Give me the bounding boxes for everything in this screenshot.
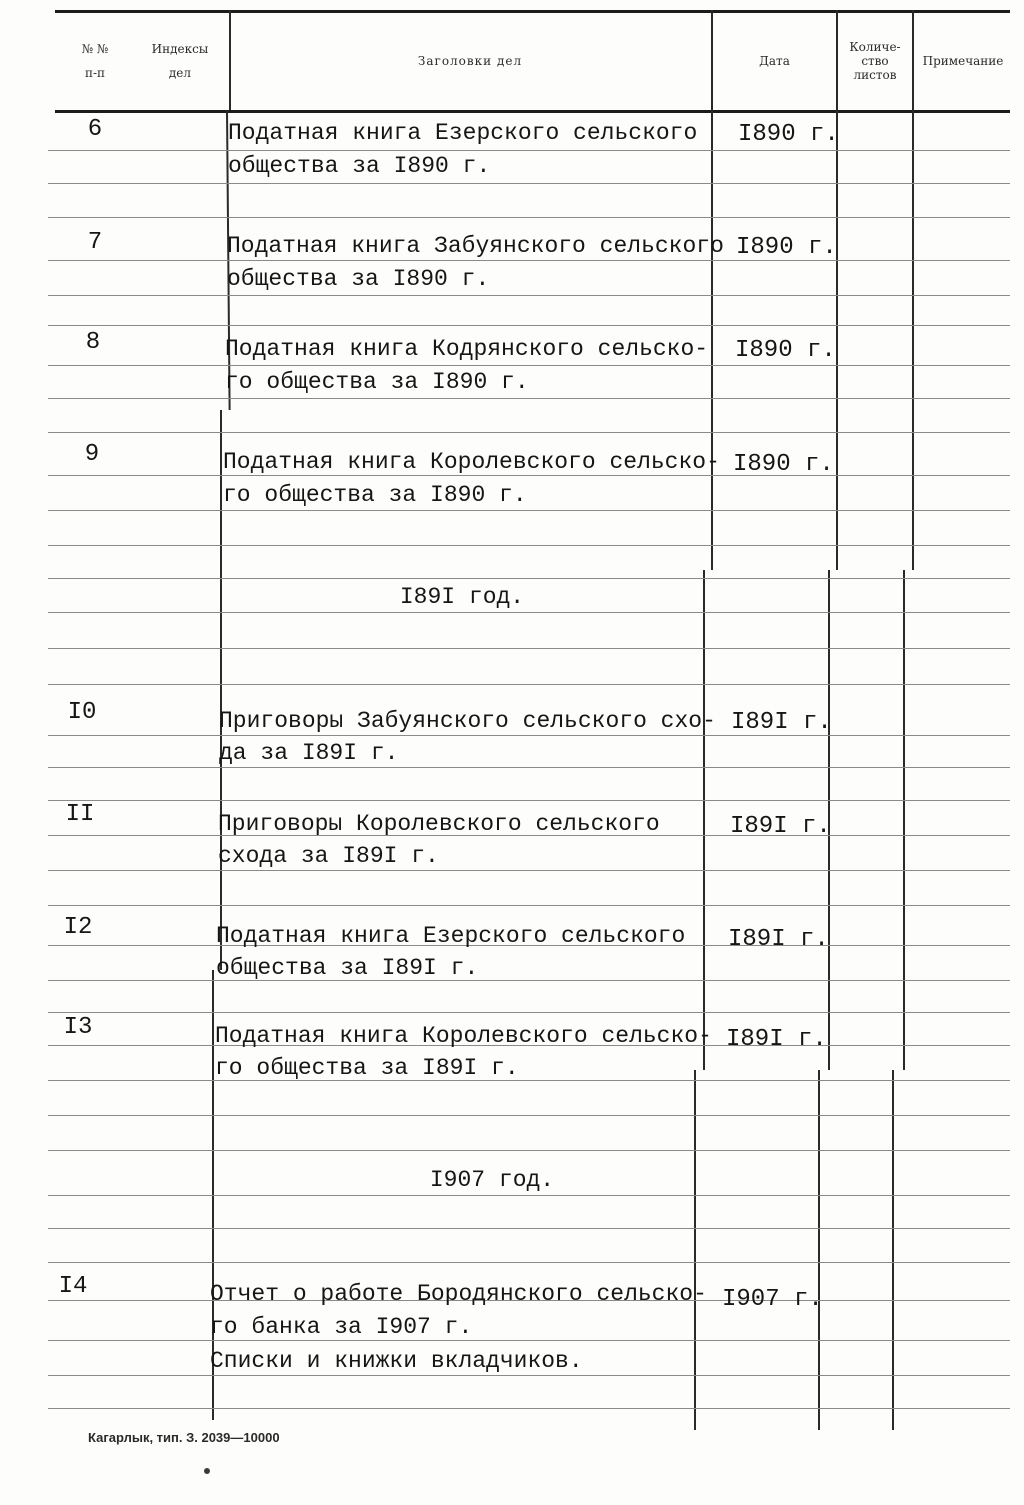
entry-date: I89I г. [730,813,831,840]
header-col-title [228,14,712,108]
entry-number: I4 [58,1273,88,1300]
entry-number: 6 [87,116,103,143]
entry-number: 7 [87,229,103,256]
entry-title-line: Податная книга Езерского сельского [216,923,686,949]
entry-title-line: Податная книга Кодрянского сельско- [225,336,709,362]
header-col-sheets-line1: Количе- [849,40,901,54]
entry-date: I907 г. [722,1286,823,1313]
entry-title-line: общества за I890 г. [228,153,491,179]
header-bottom-rule [55,110,1010,113]
header-col-number-line1: № № [81,42,109,56]
entry-number: 8 [85,329,101,356]
ruled-line [48,1262,1010,1263]
ruled-line [48,612,1010,613]
entry-title-line: Податная книга Забуянского сельского [227,233,724,259]
entry-title-line: го общества за I890 г. [225,369,529,395]
ruled-line [48,325,1010,326]
entry-date: I89I г. [728,926,829,953]
ruled-line [48,767,1010,768]
ruled-line [48,1228,1010,1229]
header-col-sheets-line2: ство [861,54,889,68]
column-rule-note-2 [903,570,905,1070]
header-col-number [55,14,135,108]
entry-title-line: го общества за I89I г. [215,1055,519,1081]
entry-title-line: да за I89I г. [219,740,399,766]
entry-date: I89I г. [731,709,832,736]
header-col-index [135,14,225,108]
ruled-line [48,1195,1010,1196]
ruled-line [48,398,1010,399]
entry-title-line: го общества за I890 г. [223,482,527,508]
header-col-date [713,14,836,108]
header-col-note [913,14,1013,108]
year-heading: I89I год. [399,584,525,610]
ruled-line [48,150,1010,151]
header-col-index-line1: Индексы [151,42,209,56]
column-rule-date-1 [711,10,713,570]
column-rule-sheets-1 [836,10,838,570]
column-rule-note-3 [892,1070,894,1430]
entry-date: I890 г. [736,234,837,261]
entry-title-line: Приговоры Королевского сельского [218,811,660,837]
header-top-rule [55,10,1010,13]
ruled-line [48,870,1010,871]
entry-date: I890 г. [733,451,834,478]
year-heading: I907 год. [429,1167,555,1193]
ruled-line [48,648,1010,649]
entry-title-line: Отчет о работе Бородянского сельско- [210,1281,707,1307]
column-rule-date-3 [694,1070,696,1430]
column-rule-note-1 [912,10,914,570]
ruled-line [48,183,1010,184]
header-col-title-text: Заголовки дел [417,54,523,68]
header-col-number-line2: п-п [84,66,106,80]
header-col-date-text: Дата [759,54,790,68]
ruled-line [48,1150,1010,1151]
header-col-sheets-line3: листов [853,68,897,82]
entry-title-line: Податная книга Королевского сельско- [223,449,720,475]
header-col-note-text: Примечание [922,54,1004,68]
ruled-line [48,578,1010,579]
header-col-index-line2: дел [168,66,192,80]
entry-date: I890 г. [738,121,839,148]
ruled-line [48,905,1010,906]
column-rule-date-2 [703,570,705,1070]
ruled-line [48,684,1010,685]
column-rule-title-2 [220,410,222,970]
entry-number: I2 [63,914,93,941]
ruled-line [48,545,1010,546]
printer-imprint: Кагарлык, тип. З. 2039—10000 [88,1430,280,1445]
entry-number: I3 [63,1014,93,1041]
ruled-line [48,1012,1010,1013]
ruled-line [48,432,1010,433]
ink-dot [204,1468,210,1474]
ruled-line [48,1340,1010,1341]
entry-title-line: общества за I89I г. [216,955,479,981]
ruled-line [48,1080,1010,1081]
entry-title-line: го банка за I907 г. [210,1314,473,1340]
entry-title-line: Приговоры Забуянского сельского схо- [219,708,716,734]
ruled-line [48,217,1010,218]
entry-date: I89I г. [726,1026,827,1053]
ruled-line [48,1115,1010,1116]
ruled-line [48,980,1010,981]
entry-title-line: общества за I890 г. [227,266,490,292]
column-rule-title-header [229,10,231,110]
ruled-line [48,295,1010,296]
entry-number: 9 [84,441,100,468]
entry-number: I0 [67,699,97,726]
ruled-line [48,800,1010,801]
entry-title-line: Списки и книжки вкладчиков. [210,1348,583,1374]
column-rule-sheets-3 [818,1070,820,1430]
entry-date: I890 г. [735,337,836,364]
entry-title-line: Податная книга Королевского сельско- [215,1023,712,1049]
ruled-line [48,510,1010,511]
entry-number: II [65,801,95,828]
ruled-line [48,1408,1010,1409]
entry-title-line: Податная книга Езерского сельского [228,120,698,146]
entry-title-line: схода за I89I г. [218,843,439,869]
header-col-sheets [838,14,912,108]
